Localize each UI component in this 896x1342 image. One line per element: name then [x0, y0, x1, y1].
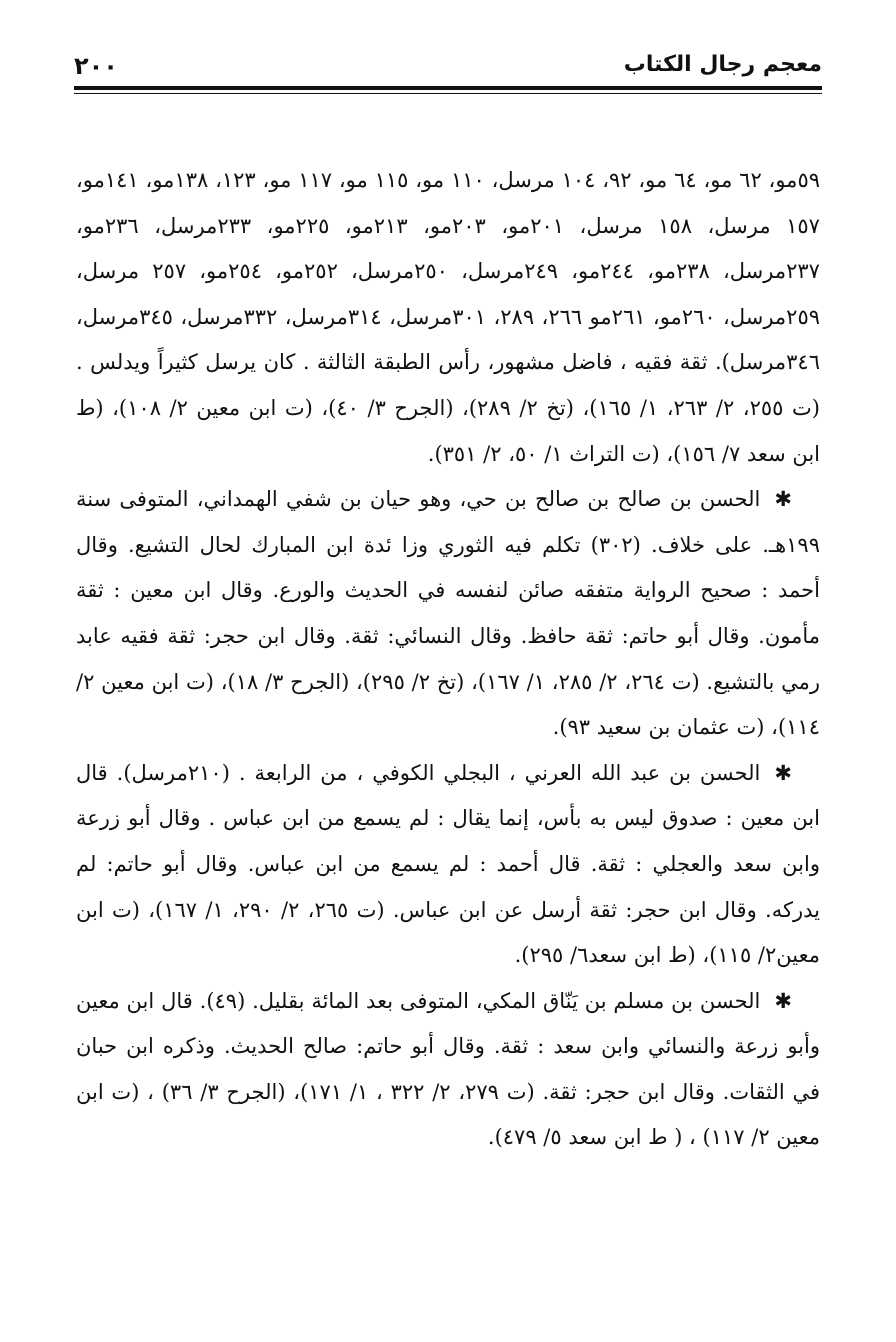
header-rule-thick — [74, 86, 822, 90]
page-header — [74, 40, 822, 88]
entry-marker-icon: ✱ — [774, 487, 792, 512]
page-number: ٢٠٠ — [74, 52, 118, 80]
entry-text: الحسن بن صالح بن صالح بن حي، وهو حيان بن شفي الهمداني، المتوفى سنة ١٩٩هـ. على خلاف. (٣٠٢) تكلم فيه الثوري وزا ئدة ابن المبارك لحال التشيع. وقال أحمد : صحيح الرواية متفقه صائن لنفسه في الحديث والورع. وقال ابن معين : ثقة مأمون. وقال أبو حاتم: ثقة حافظ. وقال النسائي: ثقة. وقال ابن حجر: ثقة فقيه عابد رمي بالتشيع. (ت ٢٦٤، ٢/ ٢٨٥، ١/ ١٦٧)، (تخ ٢/ ٢٩٥)، (الجرح ٣/ ١٨)، (ت ابن معين ٢/ ١١٤)، (ت عثمان بن سعيد ٩٣). — [76, 487, 820, 740]
entry-marker-icon: ✱ — [774, 988, 792, 1013]
entry-al-hasan-bin-salih — [76, 477, 820, 751]
header-rule-thin — [74, 93, 822, 94]
running-title: معجم رجال الكتاب — [623, 52, 822, 77]
continuation-paragraph: ٥٩مو، ٦٢ مو، ٦٤ مو، ٩٢، ١٠٤ مرسل، ١١٠ مو، ١١٥ مو، ١١٧ مو، ١٢٣، ١٣٨مو، ١٤١مو، ١٥٧ مرسل، ١٥٨ مرسل، ٢٠١مو، ٢٠٣مو، ٢١٣مو، ٢٢٥مو، ٢٣٣مرسل، ٢٣٦مو، ٢٣٧مرسل، ٢٣٨مو، ٢٤٤مو، ٢٤٩مرسل، ٢٥٠مرسل، ٢٥٢مو، ٢٥٤مو، ٢٥٧ مرسل، ٢٥٩مرسل، ٢٦٠مو، ٢٦١مو ٢٦٦، ٢٨٩، ٣٠١مرسل، ٣١٤مرسل، ٣٣٢مرسل، ٣٤٥مرسل، ٣٤٦مرسل). ثقة فقيه ، فاضل مشهور، رأس الطبقة الثالثة . كان يرسل كثيراً ويدلس . (ت ٢٥٥، ٢/ ٢٦٣، ١/ ١٦٥)، (تخ ٢/ ٢٨٩)، (الجرح ٣/ ٤٠)، (ت ابن معين ٢/ ١٠٨)، (ط ابن سعد ٧/ ١٥٦)، (ت التراث ١/ ٥٠، ٢/ ٣٥١). — [76, 168, 821, 466]
page-body — [76, 158, 820, 1161]
entry-al-hasan-bin-muslim — [76, 979, 820, 1161]
entry-text: الحسن بن عبد الله العرني ، البجلي الكوفي ، من الرابعة . (٢١٠مرسل). قال ابن معين : صدوق ليس به بأس، إنما يقال : لم يسمع من ابن عباس . وقال أبو زرعة وابن سعد والعجلي : ثقة. قال أحمد : لم يسمع من ابن عباس. وقال أبو حاتم: لم يدركه. وقال ابن حجر: ثقة أرسل عن ابن عباس. (ت ٢٦٥، ٢/ ٢٩٠، ١/ ١٦٧)، (ت ابن معين٢/ ١١٥)، (ط ابن سعد٦/ ٢٩٥). — [76, 760, 820, 968]
entry-marker-icon: ✱ — [774, 760, 792, 785]
entry-al-hasan-bin-abdullah — [76, 751, 820, 979]
entry-text: الحسن بن مسلم بن يَنّاق المكي، المتوفى بعد المائة بقليل. (٤٩). قال ابن معين وأبو زرعة والنسائي وابن سعد : ثقة. وقال أبو حاتم: صالح الحديث. وذكره ابن حبان في الثقات. وقال ابن حجر: ثقة. (ت ٢٧٩، ٢/ ٣٢٢ ، ١/ ١٧١)، (الجرح ٣/ ٣٦) ، (ت ابن معين ٢/ ١١٧) ، ( ط ابن سعد ٥/ ٤٧٩). — [76, 988, 821, 1150]
